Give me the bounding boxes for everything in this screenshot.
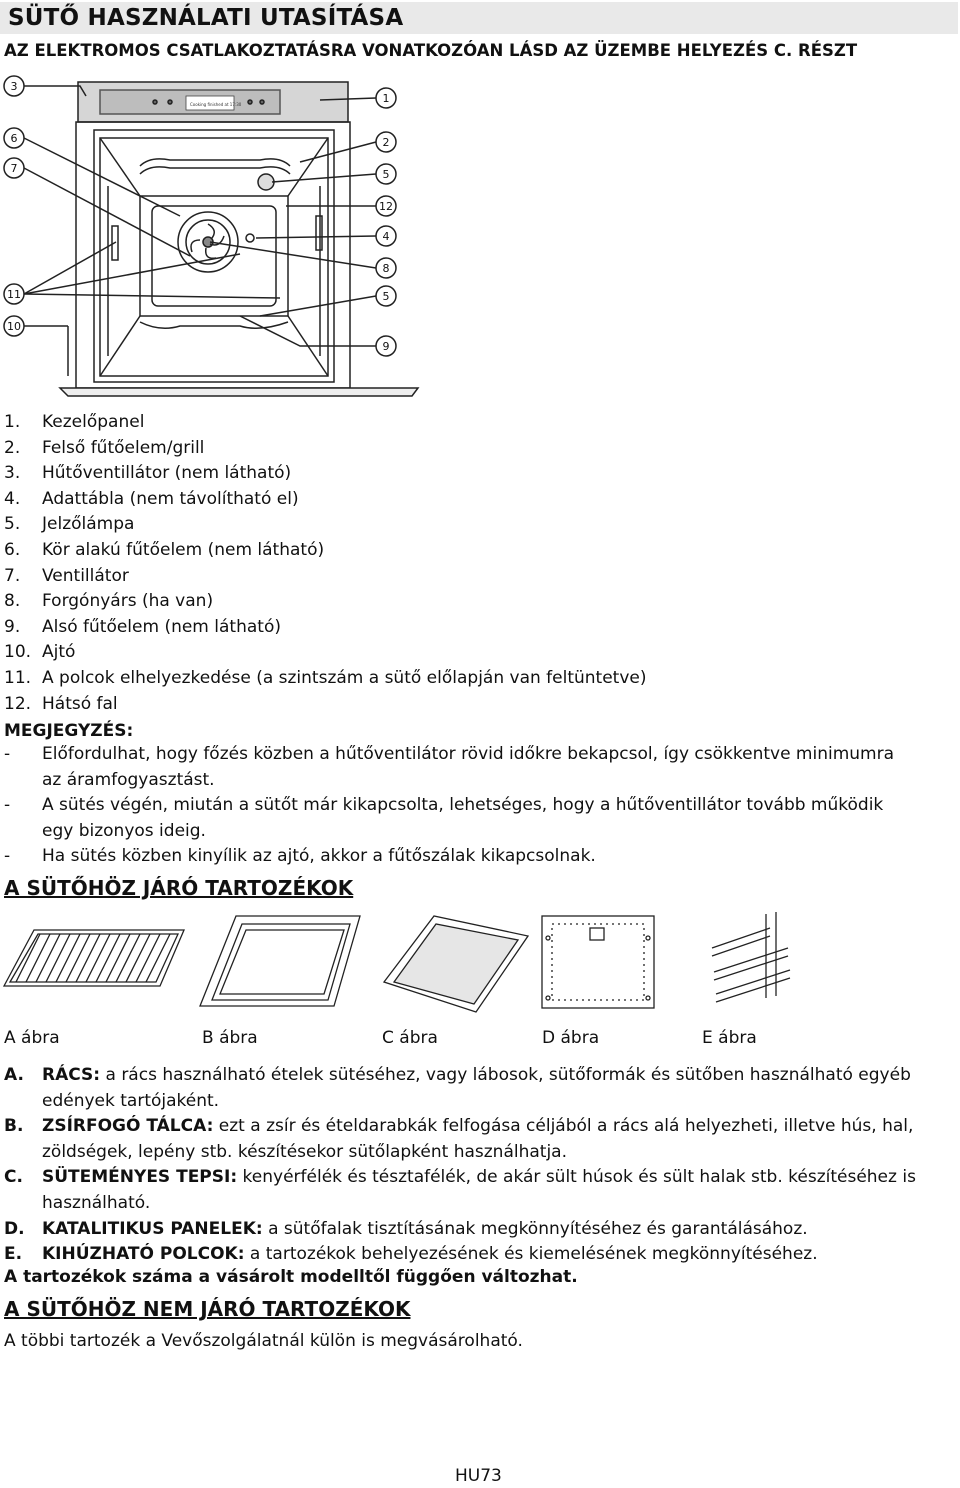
note-item: - A sütés végén, miután a sütőt már kikapcsolta, lehetséges, hogy a hűtőventillátor tovább működik egy bizonyos ideig. xyxy=(4,795,884,841)
notes-list xyxy=(4,742,956,870)
optional-accessories-heading: A SÜTŐHÖZ NEM JÁRÓ TARTOZÉKOK xyxy=(4,1297,411,1321)
callout-3: 3 xyxy=(10,80,18,93)
list-item: 8. Forgónyárs (ha van) xyxy=(4,591,214,612)
list-item: 3. Hűtőventillátor (nem látható) xyxy=(4,463,292,484)
callout-5b: 5 xyxy=(382,290,390,303)
list-item: 6. Kör alakú fűtőelem (nem látható) xyxy=(4,539,325,560)
list-item: 7. Ventillátor xyxy=(4,565,129,586)
sliding-shelves-illustration xyxy=(712,912,790,1002)
parts-list xyxy=(4,410,647,717)
callout-5a: 5 xyxy=(382,168,390,181)
rack-illustration xyxy=(4,930,184,986)
callout-11: 11 xyxy=(7,288,21,301)
figure-label-b: B ábra xyxy=(202,1028,258,1048)
accessories-heading: A SÜTŐHÖZ JÁRÓ TARTOZÉKOK xyxy=(4,876,354,900)
callout-9: 9 xyxy=(382,340,390,353)
list-item: 4. Adattábla (nem távolítható el) xyxy=(4,488,299,509)
model-note: A tartozékok száma a vásárolt modelltől függően változhat. xyxy=(4,1267,578,1287)
figure-label-e: E ábra xyxy=(702,1028,757,1048)
callout-1: 1 xyxy=(382,92,390,105)
list-item: 10. Ajtó xyxy=(4,642,76,663)
callout-10: 10 xyxy=(7,320,21,333)
list-item: 2. Felső fűtőelem/grill xyxy=(4,437,205,458)
callout-12: 12 xyxy=(379,200,393,213)
drip-tray-illustration xyxy=(200,916,360,1006)
catalytic-panel-illustration xyxy=(542,916,654,1008)
page-subtitle: AZ ELEKTROMOS CSATLAKOZTATÁSRA VONATKOZÓAN LÁSD AZ ÜZEMBE HELYEZÉS C. RÉSZT xyxy=(4,41,858,60)
callout-7: 7 xyxy=(10,162,18,175)
callout-4: 4 xyxy=(382,230,390,243)
list-item: 11. A polcok elhelyezkedése (a szintszám a sütő előlapján van feltüntetve) xyxy=(4,667,647,688)
note-item: - Ha sütés közben kinyílik az ajtó, akkor a fűtőszálak kikapcsolnak. xyxy=(4,846,596,867)
list-item: 12. Hátsó fal xyxy=(4,693,118,714)
callout-2: 2 xyxy=(382,136,390,149)
definition-item: E. KIHÚZHATÓ POLCOK: a tartozékok behelyezésének és kiemelésének megkönnyítéséhez. xyxy=(4,1244,818,1265)
definition-item: D. KATALITIKUS PANELEK: a sütőfalak tisztításának megkönnyítéséhez és garantálásához. xyxy=(4,1218,808,1239)
page-title: SÜTŐ HASZNÁLATI UTASÍTÁSA xyxy=(8,5,404,31)
optional-accessories-text: A többi tartozék a Vevőszolgálatnál külön is megvásárolható. xyxy=(4,1331,523,1351)
callout-6: 6 xyxy=(10,132,18,145)
accessories-illustrations xyxy=(0,908,960,1028)
title-bar xyxy=(0,2,958,34)
oven-diagram xyxy=(0,66,960,404)
notes-heading: MEGJEGYZÉS: xyxy=(4,721,134,741)
note-item: - Előfordulhat, hogy főzés közben a hűtőventilátor rövid időkre bekapcsol, így csökkentve minimumra az áramfogyasztást. xyxy=(4,744,895,790)
figure-label-d: D ábra xyxy=(542,1028,600,1048)
baking-tray-illustration xyxy=(384,916,528,1012)
svg-text:Cooking finished at 17:30: Cooking finished at 17:30 xyxy=(190,102,242,107)
definition-item: B. ZSÍRFOGÓ TÁLCA: ezt a zsír és ételdarabkák felfogása céljából a rács alá helyezheti, illetve hús, hal, zöldségek, lepény stb. készítésekor sütőlapként használhatja. xyxy=(4,1116,914,1162)
accessory-definitions xyxy=(4,1063,956,1268)
figure-label-a: A ábra xyxy=(4,1028,60,1048)
list-item: 1. Kezelőpanel xyxy=(4,412,145,432)
definition-item: C. SÜTEMÉNYES TEPSI: kenyérfélék és tésztafélék, de akár sült húsok és sült halak stb. készítéséhez is használható. xyxy=(4,1167,916,1213)
page-number: HU73 xyxy=(455,1466,502,1486)
figure-label-c: C ábra xyxy=(382,1028,438,1048)
definition-item: A. RÁCS: a rács használható ételek sütéséhez, vagy lábosok, sütőformák és sütőben használható egyéb edények tartójaként. xyxy=(4,1065,911,1111)
list-item: 9. Alsó fűtőelem (nem látható) xyxy=(4,616,281,637)
callout-8: 8 xyxy=(382,262,390,275)
list-item: 5. Jelzőlámpa xyxy=(4,514,135,535)
